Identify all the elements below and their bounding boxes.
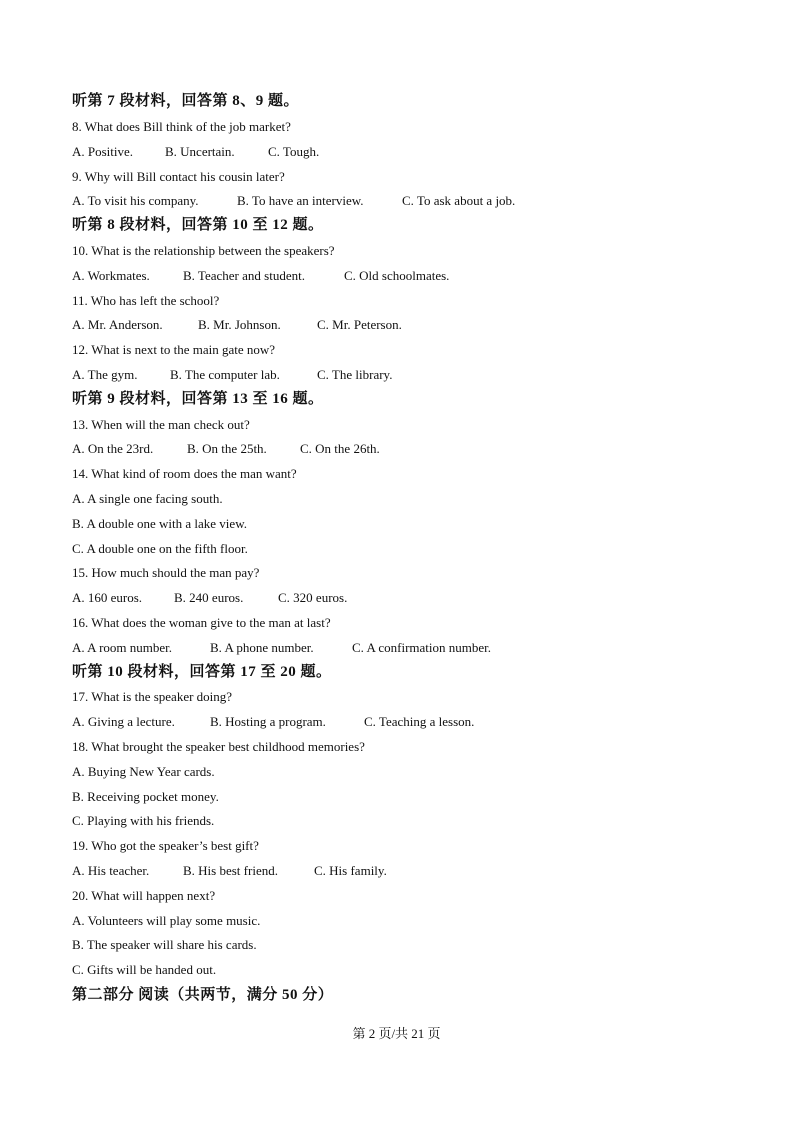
option-c: C. His family. (314, 863, 387, 878)
option-line: A. Buying New Year cards. (72, 764, 215, 779)
option-c: C. Mr. Peterson. (317, 317, 402, 332)
question-text: 16. What does the woman give to the man at last? (72, 615, 331, 630)
option-b: B. His best friend. (183, 863, 278, 878)
option-a: A. His teacher. (72, 863, 150, 878)
question-text: 10. What is the relationship between the speakers? (72, 243, 335, 258)
option-b: B. Mr. Johnson. (198, 317, 281, 332)
option-b: B. A phone number. (210, 640, 314, 655)
option-row (72, 713, 475, 731)
question-text: 15. How much should the man pay? (72, 565, 260, 580)
section-heading: 听第 10 段材料，回答第 17 至 20 题。 (72, 664, 332, 680)
option-c: C. To ask about a job. (402, 193, 516, 208)
page-footer: 第 2 页/共 21 页 (352, 1026, 441, 1041)
option-row (72, 192, 516, 210)
option-c: C. Old schoolmates. (344, 268, 450, 283)
option-a: A. On the 23rd. (72, 441, 154, 456)
option-b: B. Uncertain. (165, 144, 235, 159)
section-heading: 听第 9 段材料，回答第 13 至 16 题。 (72, 391, 324, 407)
option-c: C. 320 euros. (278, 590, 348, 605)
section-heading: 听第 8 段材料，回答第 10 至 12 题。 (72, 217, 324, 233)
option-row (72, 589, 348, 607)
option-b: B. To have an interview. (237, 193, 364, 208)
option-a: A. A room number. (72, 640, 173, 655)
question-text: 12. What is next to the main gate now? (72, 342, 276, 357)
option-line: C. Gifts will be handed out. (72, 962, 217, 977)
option-row (72, 440, 380, 458)
option-c: C. Teaching a lesson. (364, 714, 475, 729)
section-heading: 听第 7 段材料，回答第 8、9 题。 (72, 93, 300, 109)
option-b: B. Hosting a program. (210, 714, 326, 729)
option-b: B. Teacher and student. (183, 268, 305, 283)
question-text: 9. Why will Bill contact his cousin later? (72, 169, 285, 184)
option-a: A. 160 euros. (72, 590, 143, 605)
option-line: B. The speaker will share his cards. (72, 937, 257, 952)
option-a: A. The gym. (72, 367, 138, 382)
question-text: 17. What is the speaker doing? (72, 689, 233, 704)
option-line: C. A double one on the fifth floor. (72, 541, 248, 556)
question-text: 18. What brought the speaker best childhood memories? (72, 739, 365, 754)
question-text: 19. Who got the speaker’s best gift? (72, 838, 259, 853)
option-line: C. Playing with his friends. (72, 813, 215, 828)
option-line: B. Receiving pocket money. (72, 789, 219, 804)
option-a: A. Workmates. (72, 268, 150, 283)
option-line: A. A single one facing south. (72, 491, 223, 506)
option-b: B. The computer lab. (170, 367, 280, 382)
option-a: A. To visit his company. (72, 193, 199, 208)
question-text: 14. What kind of room does the man want? (72, 466, 297, 481)
option-row (72, 366, 393, 384)
question-text: 20. What will happen next? (72, 888, 216, 903)
option-c: C. Tough. (268, 144, 320, 159)
option-b: B. 240 euros. (174, 590, 244, 605)
question-text: 8. What does Bill think of the job market? (72, 119, 291, 134)
question-text: 11. Who has left the school? (72, 293, 220, 308)
option-a: A. Giving a lecture. (72, 714, 175, 729)
question-text: 13. When will the man check out? (72, 417, 250, 432)
option-c: C. A confirmation number. (352, 640, 492, 655)
option-a: A. Positive. (72, 144, 134, 159)
option-row (72, 143, 320, 161)
part-heading: 第二部分 阅读（共两节，满分 50 分） (72, 987, 334, 1003)
option-row (72, 267, 450, 285)
option-row (72, 316, 402, 334)
option-c: C. On the 26th. (300, 441, 380, 456)
option-b: B. On the 25th. (187, 441, 267, 456)
option-c: C. The library. (317, 367, 393, 382)
option-line: B. A double one with a lake view. (72, 516, 247, 531)
option-line: A. Volunteers will play some music. (72, 913, 261, 928)
option-row (72, 862, 387, 880)
option-a: A. Mr. Anderson. (72, 317, 163, 332)
option-row (72, 639, 492, 657)
